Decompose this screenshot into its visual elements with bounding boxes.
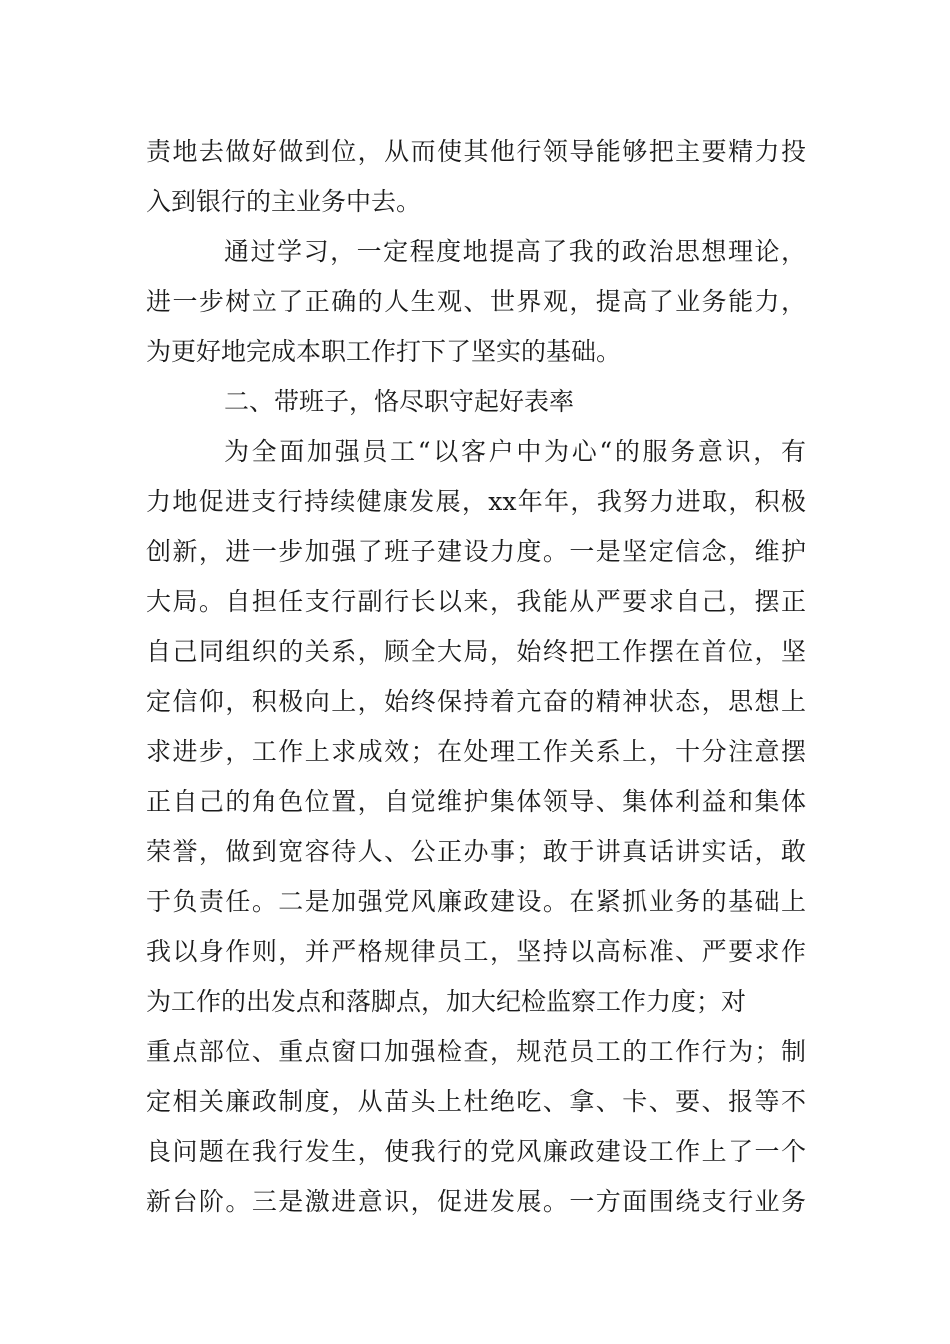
text-line-10: 大局。自担任支行副行长以来，我能从严要求自己，摆正: [146, 587, 806, 616]
text-line-8: 力地促进支行持续健康发展，xx年年，我努力进取，积极: [146, 487, 806, 516]
text-line-14: 正自己的角色位置，自觉维护集体领导、集体利益和集体: [146, 787, 806, 816]
text-line-4: 进一步树立了正确的人生观、世界观，提高了业务能力，: [146, 287, 806, 316]
text-line-11: 自己同组织的关系，顾全大局，始终把工作摆在首位，坚: [146, 637, 806, 666]
text-line-22: 新台阶。三是激进意识，促进发展。一方面围绕支行业务: [146, 1187, 806, 1216]
text-line-9: 创新，进一步加强了班子建设力度。一是坚定信念，维护: [146, 537, 806, 566]
text-line-18: 为工作的出发点和落脚点，加大纪检监察工作力度；对: [146, 987, 747, 1016]
text-line-3: 通过学习，一定程度地提高了我的政治思想理论，: [224, 237, 806, 266]
text-line-16: 于负责任。二是加强党风廉政建设。在紧抓业务的基础上: [146, 887, 806, 916]
section-heading: 二、带班子，恪尽职守起好表率: [224, 387, 575, 416]
text-line-19: 重点部位、重点窗口加强检查，规范员工的工作行为；制: [146, 1037, 806, 1066]
text-line-1: 责地去做好做到位，从而使其他行领导能够把主要精力投: [146, 137, 806, 166]
text-line-7: 为全面加强员工“以客户中为心“的服务意识，有: [224, 437, 806, 466]
text-line-21: 良问题在我行发生，使我行的党风廉政建设工作上了一个: [146, 1137, 806, 1166]
text-line-15: 荣誉，做到宽容待人、公正办事；敢于讲真话讲实话，敢: [146, 837, 806, 866]
text-line-12: 定信仰，积极向上，始终保持着亢奋的精神状态，思想上: [146, 687, 806, 716]
text-line-17: 我以身作则，并严格规律员工，坚持以高标准、严要求作: [146, 937, 806, 966]
text-line-13: 求进步，工作上求成效；在处理工作关系上，十分注意摆: [146, 737, 806, 766]
text-line-2: 入到银行的主业务中去。: [146, 187, 422, 216]
text-line-5: 为更好地完成本职工作打下了坚实的基础。: [146, 337, 622, 366]
text-line-20: 定相关廉政制度，从苗头上杜绝吃、拿、卡、要、报等不: [146, 1087, 806, 1116]
